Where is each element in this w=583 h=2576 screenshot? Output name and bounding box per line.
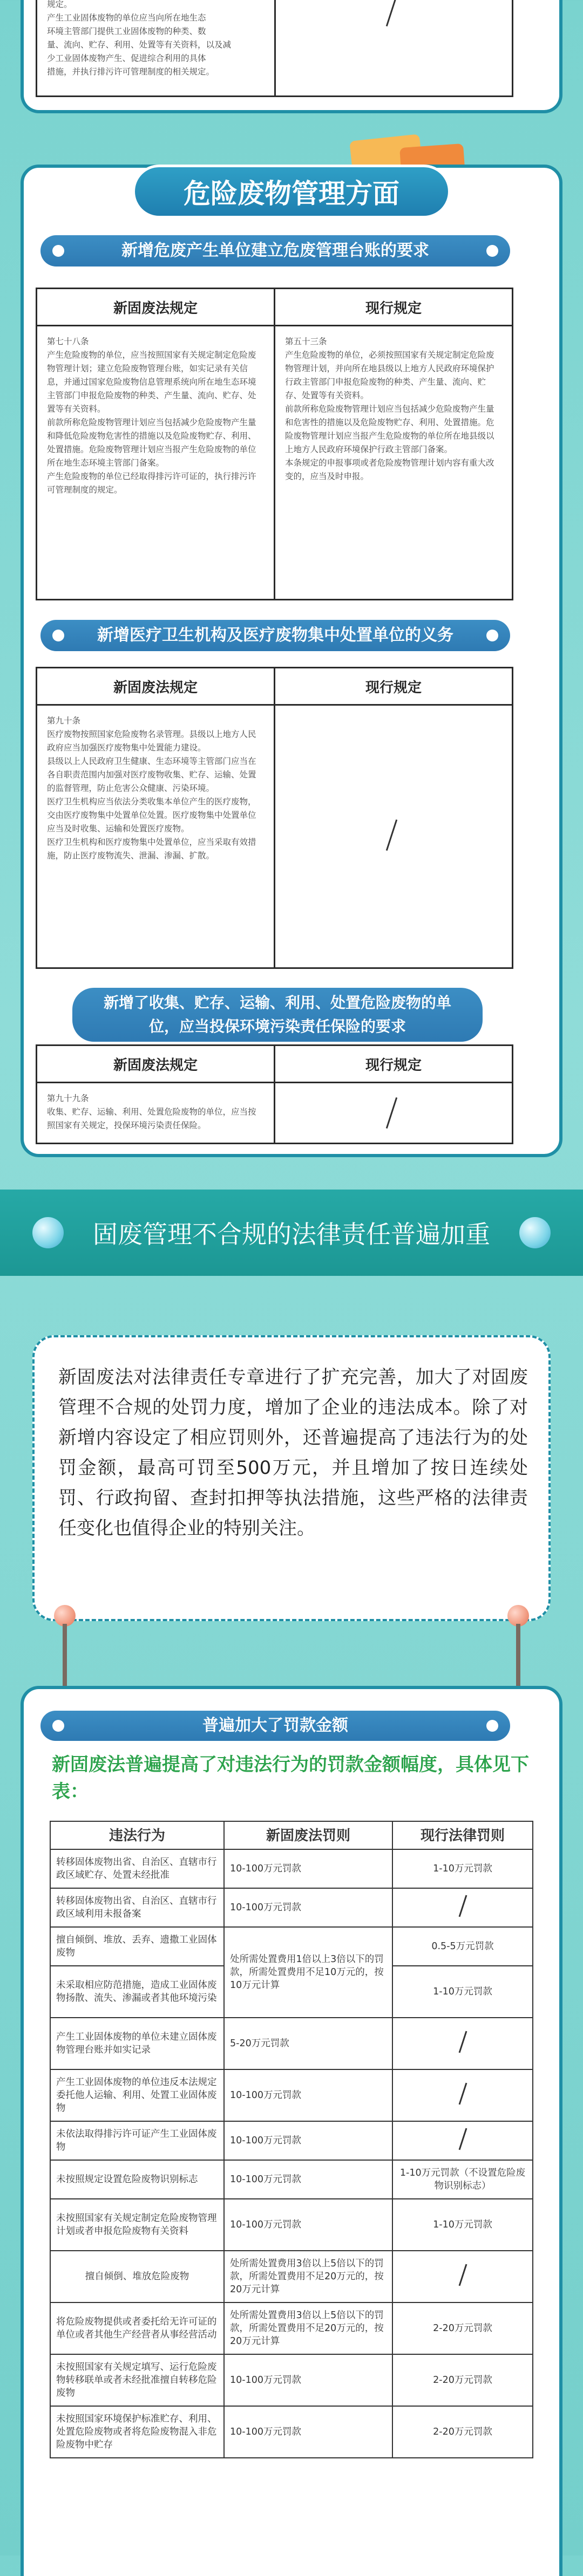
- cell-act: 未按照国家有关规定制定危险废物管理计划或者申报危险废物有关资料: [50, 2199, 224, 2251]
- current-rule-cell: [275, 706, 512, 969]
- cell-act: 未按照国家有关规定填写、运行危险废物转移联单或者未经批准擅自转移危险废物: [50, 2354, 224, 2406]
- text-line: 产生危险废物的单位，必须按照国家有关规定制定危险废物管理计划，并向所在地县级以上地方人民政府环境保护行政主管部门申报危险废物的种类、产生量、流向、贮存、处置等有关资料。: [285, 350, 494, 400]
- slash-mark: [458, 2031, 467, 2053]
- dot-icon: [486, 630, 498, 641]
- slash-mark: [458, 1895, 467, 1917]
- cell-act: 产生工业固体废物的单位违反本法规定委托他人运输、利用、处置工业固体废物: [50, 2069, 224, 2121]
- text-line: 环境主管部门提供工业固体废物的种类、数: [47, 26, 206, 36]
- pill-medical-waste: [40, 620, 510, 651]
- cell-new: 处所需处置费用1倍以上3倍以下的罚款，所需处置费用不足10万元的，按10万元计算: [224, 1927, 392, 2018]
- text-line: 规定。: [47, 0, 72, 9]
- cell-current: 1-10万元罚款（不设置危险废物识别标志）: [392, 2160, 533, 2199]
- cell-current: 1-10万元罚款: [392, 1849, 533, 1888]
- cell-new: 10-100万元罚款: [224, 2199, 392, 2251]
- col-header-new: 新固废法规定: [37, 668, 275, 704]
- text-line: 本条规定的申报事项或者危险废物管理计划内容有重大改变的，应当及时申报。: [285, 458, 494, 481]
- cell-new: 10-100万元罚款: [224, 1888, 392, 1927]
- table-row: [50, 2069, 533, 2121]
- text-line: 产生危险废物的单位，应当按照国家有关规定制定危险废物管理计划；建立危险废物管理台账，如实记录有关信息，并通过国家危险废物信息管理系统向所在地生态环境主管部门申报危险废物的种类、产生量、流向、贮存、处置等有关资料。: [47, 350, 256, 414]
- cell-current: 2-20万元罚款: [392, 2354, 533, 2406]
- text-line: 收集、贮存、运输、利用、处置危险废物的单位，应当按照国家有关规定，投保环境污染责任保险。: [47, 1107, 256, 1130]
- dot-icon: [52, 245, 64, 257]
- pill-label: 新增危废产生单位建立危废管理台账的要求: [121, 241, 429, 260]
- slash-mark: [458, 2264, 467, 2286]
- fines-subtitle: 新固废法普遍提高了对违法行为的罚款金额幅度，具体见下表：: [52, 1754, 529, 1802]
- slash-mark: [458, 2128, 467, 2150]
- text-line: 量、流向、贮存、利用、处置等有关资料，以及减: [47, 40, 232, 50]
- cell-current: 2-20万元罚款: [392, 2406, 533, 2458]
- cell-current: [392, 1888, 533, 1927]
- text-line: 少工业固体废物产生、促进综合利用的具体: [47, 53, 206, 63]
- cell-current: 2-20万元罚款: [392, 2302, 533, 2354]
- pill-label: 普遍加大了罚款金额: [202, 1716, 348, 1735]
- section-title: 危险废物管理方面: [132, 165, 451, 218]
- dot-icon: [486, 245, 498, 257]
- text-line: 前款所称危险废物管理计划应当包括减少危险废物产生量和降低危险废物危害性的措施以及危险废物贮存、利用、处置措施。危险废物管理计划应当报产生危险废物的单位所在地生态环境主管部门备案。: [47, 418, 256, 468]
- cell-act: 擅自倾倒、堆放危险废物: [50, 2251, 224, 2302]
- pill-label: 新增了收集、贮存、运输、利用、处置危险废物的单位，应当投保环境污染责任保险的要求: [103, 994, 451, 1035]
- cell-act: 未依法取得排污许可证产生工业固体废物: [50, 2121, 224, 2160]
- table-row: [50, 2354, 533, 2406]
- text-line: 第五十三条: [285, 337, 327, 346]
- cell-new: 10-100万元罚款: [224, 2354, 392, 2406]
- dot-icon: [486, 1720, 498, 1732]
- cell-new: 10-100万元罚款: [224, 2160, 392, 2199]
- liability-banner: [0, 1190, 583, 1276]
- text-line: 医疗卫生机构应当依法分类收集本单位产生的医疗废物，交由医疗废物集中处置单位处置。医疗废物集中处置单位应当及时收集、运输和处置医疗废物。: [47, 797, 256, 833]
- comparison-table-2: [36, 667, 513, 969]
- cell-new: 10-100万元罚款: [224, 2121, 392, 2160]
- cell-new: 5-20万元罚款: [224, 2018, 392, 2069]
- table-row: [50, 1849, 533, 1888]
- table-header-row: [50, 1821, 533, 1849]
- new-rule-cell: [37, 326, 275, 600]
- slash-mark: [458, 2082, 467, 2104]
- cell-act: 产生工业固体废物的单位未建立固体废物管理台账并如实记录: [50, 2018, 224, 2069]
- col-header-current: 现行规定: [365, 299, 422, 316]
- cell-act: 未按照国家环境保护标准贮存、利用、处置危险废物或者将危险废物混入非危险废物中贮存: [50, 2406, 224, 2458]
- col-header-current: 现行规定: [365, 1056, 422, 1073]
- col-header: 违法行为: [50, 1821, 224, 1849]
- cell-act: 未采取相应防范措施，造成工业固体废物扬散、流失、渗漏或者其他环境污染: [50, 1966, 224, 2018]
- bubble-icon: [519, 1217, 551, 1248]
- col-header-new: 新固废法规定: [37, 289, 275, 325]
- banner-title: 固废管理不合规的法律责任普遍加重: [93, 1220, 490, 1249]
- new-rule-cell: [37, 706, 275, 969]
- top-left-cell: [37, 0, 276, 95]
- fines-table: [50, 1821, 533, 2458]
- cell-new: 10-100万元罚款: [224, 2406, 392, 2458]
- cell-new: 10-100万元罚款: [224, 2069, 392, 2121]
- cell-act: 转移固体废物出省、自治区、直辖市行政区域贮存、处置未经批准: [50, 1849, 224, 1888]
- col-header: 现行法律罚则: [392, 1821, 533, 1849]
- col-header: 新固废法罚则: [224, 1821, 392, 1849]
- cell-current: 0.5-5万元罚款: [392, 1927, 533, 1966]
- comparison-table-3: [36, 1044, 513, 1144]
- pill-insurance: [72, 988, 483, 1042]
- cell-current: [392, 2251, 533, 2302]
- cell-new: 处所需处置费用3倍以上5倍以下的罚款，所需处置费用不足20万元的，按20万元计算: [224, 2251, 392, 2302]
- table-row: [50, 1888, 533, 1927]
- pill-label: 新增医疗卫生机构及医疗废物集中处置单位的义务: [97, 626, 453, 645]
- pill-fines: [40, 1711, 510, 1741]
- current-rule-cell: [275, 326, 512, 600]
- text-line: 产生危险废物的单位已经取得排污许可证的，执行排污许可管理制度的规定。: [47, 472, 256, 495]
- text-line: 医疗废物按照国家危险废物名录管理。县级以上地方人民政府应当加强医疗废物集中处置能力建设。: [47, 729, 256, 753]
- table-row: [50, 2018, 533, 2069]
- text-line: 第九十九条: [47, 1094, 89, 1103]
- text-line: 县级以上人民政府卫生健康、生态环境等主管部门应当在各自职责范围内加强对医疗废物收集、贮存、运输、处置的监督管理，防止危害公众健康、污染环境。: [47, 756, 256, 793]
- pin-ball-decor: [54, 1605, 76, 1627]
- pin-ball-decor: [507, 1605, 529, 1627]
- col-header-new: 新固废法规定: [37, 1046, 275, 1082]
- cell-current: [392, 2069, 533, 2121]
- text-line: 措施，并执行排污许可管理制度的相关规定。: [47, 67, 215, 77]
- col-header-current: 现行规定: [365, 679, 422, 695]
- table-row: [50, 2199, 533, 2251]
- current-rule-cell: [275, 1083, 512, 1144]
- text-line: 第九十条: [47, 716, 81, 726]
- table-row: [50, 2302, 533, 2354]
- dot-icon: [52, 630, 64, 641]
- cell-current: [392, 2018, 533, 2069]
- cell-act: 将危险废物提供或者委托给无许可证的单位或者其他生产经营者从事经营活动: [50, 2302, 224, 2354]
- table-row: [50, 1927, 533, 1966]
- top-table-fragment: [36, 0, 513, 97]
- table-row: [50, 2160, 533, 2199]
- summary-paragraph: 新固废法对法律责任专章进行了扩充完善，加大了对固废管理不合规的处罚力度，增加了企业的违法成本。除了对新增内容设定了相应罚则外，还普遍提高了违法行为的处罚金额，最高可罚至500万元，并且增加了按日连续处罚、行政拘留、查封扣押等执法措施，这些严格的法律责任变化也值得企业的特别关注。: [58, 1366, 528, 1539]
- dot-icon: [52, 1720, 64, 1732]
- cell-current: 1-10万元罚款: [392, 1966, 533, 2018]
- top-panel-fragment: [21, 0, 562, 113]
- cell-current: 1-10万元罚款: [392, 2199, 533, 2251]
- comparison-table-1: [36, 288, 513, 600]
- text-line: 产生工业固体废物的单位应当向所在地生态: [47, 13, 206, 23]
- cell-new: 处所需处置费用3倍以上5倍以下的罚款，所需处置费用不足20万元的，按20万元计算: [224, 2302, 392, 2354]
- cell-current: [392, 2121, 533, 2160]
- text-line: 医疗卫生机构和医疗废物集中处置单位，应当采取有效措施，防止医疗废物流失、泄漏、渗漏、扩散。: [47, 837, 256, 860]
- cell-act: 未按照规定设置危险废物识别标志: [50, 2160, 224, 2199]
- cell-new: 10-100万元罚款: [224, 1849, 392, 1888]
- cell-act: 转移固体废物出省、自治区、直辖市行政区域利用未报备案: [50, 1888, 224, 1927]
- cell-act: 擅自倾倒、堆放、丢弃、遗撒工业固体废物: [50, 1927, 224, 1966]
- table-row: [50, 2406, 533, 2458]
- table-row: [50, 2251, 533, 2302]
- table-row: [50, 2121, 533, 2160]
- hazardous-waste-panel: [21, 165, 562, 1157]
- new-rule-cell: [37, 1083, 275, 1144]
- pill-ledger-requirement: [40, 235, 510, 267]
- slash-mark: [386, 0, 397, 26]
- text-line: 第七十八条: [47, 337, 89, 346]
- text-line: 前款所称危险废物管理计划应当包括减少危险废物产生量和危害性的措施以及危险废物贮存、利用、处置措施。危险废物管理计划应当报产生危险废物的单位所在地县级以上地方人民政府环境保护行政主管部门备案。: [285, 404, 494, 454]
